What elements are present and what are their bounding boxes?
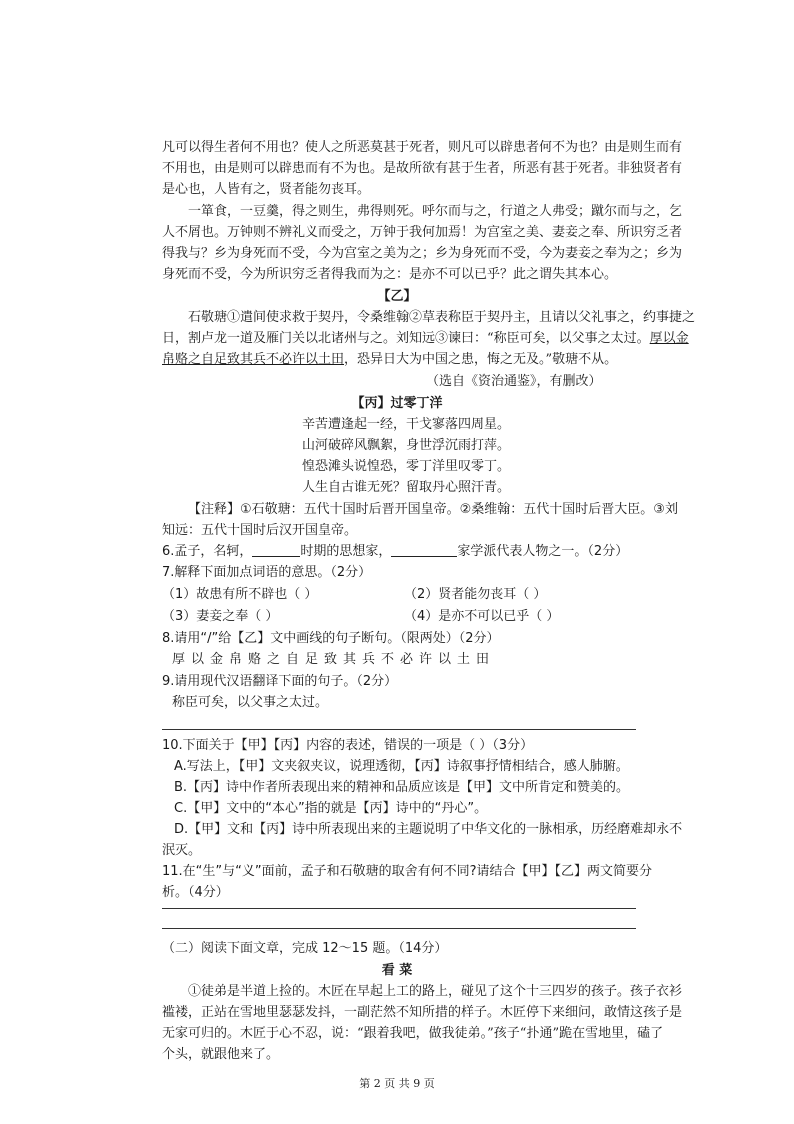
jia-line-6: 得我与？乡为身死而不受，今为宫室之美为之；乡为身死而不受，今为妻妾之奉为之；乡为 <box>162 246 683 261</box>
q10-option-d-continued: 泯灭。 <box>162 843 202 858</box>
q7-item-3: （3）妻妾之奉（ ） <box>162 609 279 624</box>
yi-line-2 <box>162 330 689 348</box>
poem-line-3: 惶恐滩头说惶恐，零丁洋里叹零丁。 <box>302 459 511 474</box>
yi-underlined-sentence: 帛赂之自足致其兵不必许以土田 <box>162 352 345 367</box>
q8-sentence: 厚以金帛赂之自足致其兵不必许以土田 <box>172 652 496 667</box>
q7-item-2: （2）贤者能勿丧耳（ ） <box>404 587 547 602</box>
q7-item-1: （1）故患有所不辟也（ ） <box>162 587 318 602</box>
q10-option-d: D.【甲】文和【丙】诗中所表现出来的主题说明了中华文化的一脉相承，历经磨难却永不 <box>174 822 683 837</box>
jia-line-7: 身死而不受，今为所识穷乏者得我而为之：是亦不可以已乎？此之谓失其本心。 <box>162 267 618 282</box>
poem-line-4: 人生自古谁无死？留取丹心照汗青。 <box>302 480 511 495</box>
poem-line-1: 辛苦遭逢起一经，干戈寥落四周星。 <box>302 417 511 432</box>
notes-line-1: 【注释】①石敬瑭：五代十国时后晋开国皇帝。②桑维翰：五代十国时后晋大臣。③刘 <box>188 502 678 517</box>
section-2-heading: （二）阅读下面文章，完成 12～15 题。（14分） <box>162 941 448 956</box>
q6-blank-1[interactable] <box>252 544 300 557</box>
q7-item-4: （4）是亦不可以已乎（ ） <box>404 609 560 624</box>
question-7: 7.解释下面加点词语的意思。（2分） <box>162 565 372 580</box>
yi-line-1: 石敬瑭①遣间使求救于契丹，令桑维翰②草表称臣于契丹主，且请以父礼事之，约事捷之 <box>188 310 696 325</box>
jia-line-3: 是心也，人皆有之，贤者能勿丧耳。 <box>162 182 371 197</box>
article-line-1: ①徒弟是半道上捡的。木匠在早起上工的路上，碰见了这个十三四岁的孩子。孩子衣衫 <box>188 984 683 999</box>
answer-line-q11-2[interactable] <box>162 928 636 929</box>
page-footer: 第 2 页 共 9 页 <box>359 1077 435 1090</box>
question-10: 10.下面关于【甲】【丙】内容的表述，错误的一项是（ ）（3分） <box>162 738 534 753</box>
question-6 <box>162 543 628 561</box>
q10-option-a: A.写法上，【甲】文夹叙夹议，说理透彻，【丙】诗叙事抒情相结合，感人肺腑。 <box>174 759 629 774</box>
yi-line-3 <box>162 351 617 369</box>
q6-part-a: 6.孟子，名轲， <box>162 544 253 559</box>
article-line-2: 褴褛，正站在雪地里瑟瑟发抖，一副茫然不知所措的样子。木匠停下来细问，敢情这孩子是 <box>162 1005 683 1020</box>
yi-underlined-start: 厚以金 <box>649 331 689 346</box>
yi-line-3-rest: ，恐异日大为中国之患，悔之无及。”敬瑭不从。 <box>344 352 618 367</box>
poem-line-2: 山河破碎风飘絮，身世浮沉雨打萍。 <box>302 438 511 453</box>
q6-part-c: 家学派代表人物之一。（2分） <box>457 544 629 559</box>
answer-line-q11-1[interactable] <box>162 908 636 909</box>
question-8: 8.请用“/”给【乙】文中画线的句子断句。（限两处）（2分） <box>162 631 500 646</box>
question-11-line-1: 11.在“生”与“义”面前，孟子和石敬瑭的取舍有何不同?请结合【甲】【乙】两文简要分 <box>162 864 653 879</box>
answer-line-q9[interactable] <box>162 729 636 730</box>
article-line-4: 个头，就跟他来了。 <box>162 1047 280 1062</box>
q10-option-b: B.【丙】诗中作者所表现出来的精神和品质应该是【甲】文中所肯定和赞美的。 <box>174 780 630 795</box>
yi-source: （选自《资治通鉴》，有删改） <box>426 374 602 389</box>
q10-option-c: C.【甲】文中的“本心”指的就是【丙】诗中的“丹心”。 <box>174 801 488 816</box>
yi-line-2-text: 日，割卢龙一道及雁门关以北诸州与之。刘知远③谏曰：“称臣可矣，以父事之太过。 <box>162 331 650 346</box>
q6-part-b: 时期的思想家， <box>300 544 392 559</box>
q6-blank-2[interactable] <box>391 544 457 557</box>
article-line-3: 无家可归的。木匠于心不忍，说：“跟着我吧，做我徒弟。”孩子“扑通”跪在雪地里，磕了 <box>162 1026 664 1041</box>
jia-line-5: 人不屑也。万钟则不辨礼义而受之，万钟于我何加焉！为宫室之美、妻妾之奉、所识穷乏者 <box>162 225 683 240</box>
bing-heading: 【丙】过零丁洋 <box>351 396 443 411</box>
jia-line-1: 凡可以得生者何不用也？使人之所恶莫甚于死者，则凡可以辟患者何不为也？由是则生而有 <box>162 140 683 155</box>
question-9: 9.请用现代汉语翻译下面的句子。（2分） <box>162 674 398 689</box>
jia-line-4: 一箪食，一豆羹，得之则生，弗得则死。呼尔而与之，行道之人弗受；蹴尔而与之，乞 <box>188 204 683 219</box>
yi-heading: 【乙】 <box>377 289 417 304</box>
jia-line-2: 不用也，由是则可以辟患而有不为也。是故所欲有甚于生者，所恶有甚于死者。非独贤者有 <box>162 161 683 176</box>
article-title: 看 菜 <box>381 963 413 978</box>
notes-line-2: 知远：五代十国时后汉开国皇帝。 <box>162 523 358 538</box>
question-11-line-2: 析。（4分） <box>162 885 229 900</box>
q9-sentence: 称臣可矣，以父事之太过。 <box>172 695 329 710</box>
